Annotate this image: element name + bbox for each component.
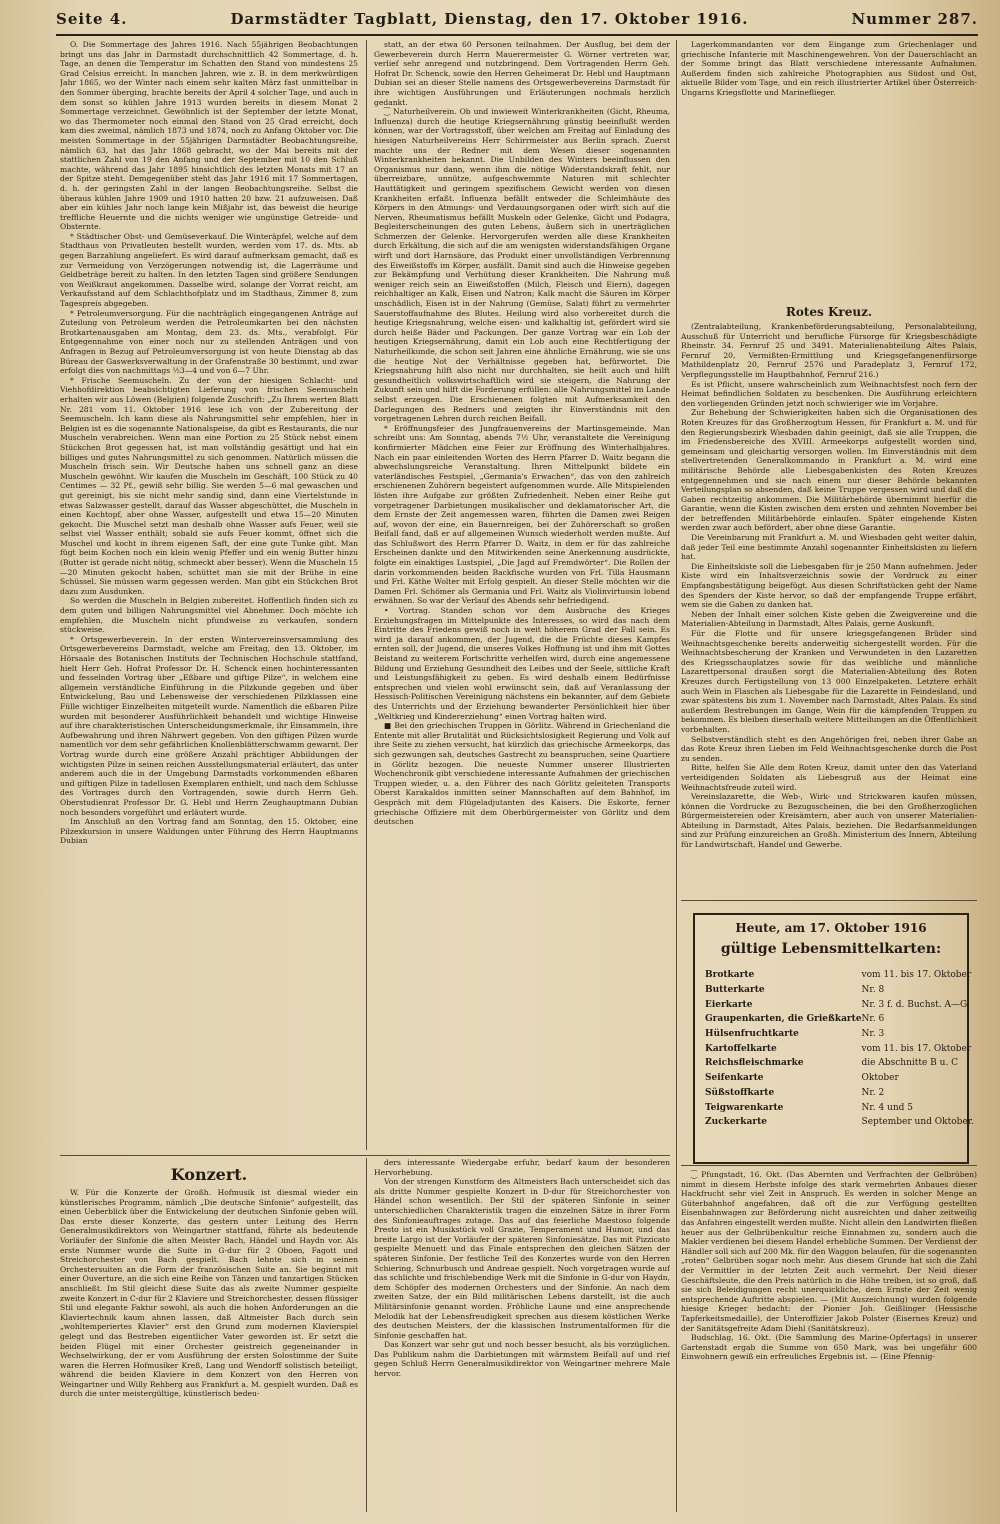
card-validity: Nr. 3 xyxy=(861,1029,885,1040)
regional-news xyxy=(681,1170,977,1513)
table-row xyxy=(705,1100,974,1115)
article-paragraph: W. Für die Konzerte der Großh. Hofmusik ist diesmal wieder ein künstlerisches Programm, nämlich „Die deutsche Sinfonie“ aufgestellt, das einen Ueberblick über die Entwickelung der deutschen Sinfonie geben will. Das erste dieser Konzerte, das gestern unter Leitung des Herrn Generalmusikdirektors von Weingartner stattfand, führte als bedeutende Vorläufer der Sinfonie die alten Meister Bach, Händel und Haydn vor. Als erste Nummer wurde die Suite in G-dur für 2 Oboen, Fagott und Streichorchester von Bach gespielt. Bach lehnte sich in seinen Orchestersuiten an die Form der französischen Suite an. Sie beginnt mit einer Ouverture, an die sich eine Reihe von Tänzen und tanzartigen Stücken anschließt. Im Stil gleicht diese Suite das als zweite Nummer gespielte zweite Konzert in C-dur für 2 Klaviere und Streichorchester, dessen flüssiger Stil und elegante Faktur sowohl, als auch die hohen Anforderungen an die Klaviertechnik kaum ahnen lassen, daß Altmeister Bach durch sein „wohltemperiertes Klavier“ erst den Grund zum modernen Klavierspiel gelegt und das Bestreben eigentlicher Vater geworden ist. Er setzt die beiden Flügel mit einer Orchester geistreich gegeneinander in Wechselwirkung, der er vom Ausführung der ersten Solostimme der Suite waren die Herren Hofmusiker Kreß, Lang und Wendorff solistisch beteiligt, während die beiden Klaviere in dem Konzert von den Herren von Weingartner und Willy Rehberg aus Frankfurt a. M. gespielt wurden. Daß es durch die unter meistergültige, künstlerisch bedeu- xyxy=(60,1188,358,1399)
article-paragraph: Neben der Inhalt einer solchen Kiste geben die Zweigvereine und die Materialien-Abteilung in Darmstadt, Altes Palais, gerne Auskunft. xyxy=(681,609,977,629)
article-paragraph: ⁐ Pfungstadt, 16. Okt. (Das Abernten und Verfrachten der Gelbrüben) nimmt in diesem Herbste infolge des stark vermehrten Anbaues dieser Hackfrucht sehr viel Zeit in Anspruch. Es werden in solcher Menge an Güterbahnhof angefahren, daß oft die zur Verfügung gestellten Eisenbahnwagen zur Beförderung nicht ausreichten und daher zeitweilig das Anfahren eingestellt werden mußte. Nicht allein den Landwirten fließen heuer aus der Gelbrübenkultur reiche Einnahmen zu, sondern auch die Makler verdienen bei diesem Handel erhebliche Summen. Der Verdienst der Händler soll sich auf 200 Mk. für den Waggon belaufen, für die sogenannten „roten“ Gelbrüben sogar noch mehr. Aus diesem Grunde hat sich die Zahl der Vermittler in der letzten Zeit auch vermehrt. Der Neid dieser Geschäftsleute, die den Preis natürlich in die Höhe treiben, ist so groß, daß sie sich Beleidigungen recht unerquickliche, dem Ernste der Zeit wenig entsprechende Auftritte abspielen. — (Mit Auszeichnung) wurden folgende hiesige Krieger bedacht: der Pionier Joh. Geißlinger (Hessische Tapferkeitsmedaille), der Unteroffizier Jakob Polster (Eisernes Kreuz) und der Sanitätsgefreite Adam Diehl (Sanitätskreuz). xyxy=(681,1170,977,1333)
article-paragraph: * Frische Seemuscheln. Zu der von der hiesigen Schlacht- und Viehhofdirektion beabsichtigten Lieferung von frischen Seemuscheln erhalten wir aus Löwen (Belgien) folgende Zuschrift: „Zu Ihrem werten Blatt Nr. 281 vom 11. Oktober 1916 lese ich von der Zubereitung der Seemuscheln. Ich kann diese als Nahrungsmittel sehr empfehlen, hier in Belgien ist es die sogenannte Nationalspeise, da gibt es Restaurants, die nur Muscheln verabreichen. Wenn man eine Portion zu 25 Stück nebst einem Stückchen Brot gegessen hat, ist man vollständig gesättigt und hat ein billiges und gutes Nahrungsmittel zu sich genommen. Natürlich müssen die Muscheln frisch sein. Wir Deutsche haben uns schnell ganz an diese Muscheln gewöhnt. Wir kaufen die Muscheln im Geschäft, 100 Stück zu 40 Centimes — 32 Pf., gewiß sehr billig. Sie werden 5—6 mal gewaschen und gut gereinigt, bis sie nicht mehr sandig sind, dann eine Viertelstunde in etwas Salzwasser gestellt, darauf das Wasser abgeschüttet, die Muscheln in einen Kochtopf, aber ohne Wasser, aufgestellt und etwa 15—20 Minuten gekocht. Die Muschel setzt man deshalb ohne Wasser aufs Feuer, weil sie selbst viel Wasser enthält; sobald sie aufs Feuer kommt, öffnet sich die Muschel und kocht in ihrem eigenen Saft, der eine gute Tunke gibt. Man fügt beim Kochen noch ein klein wenig Pfeffer und ein wenig Butter hinzu (Butter ist gerade nicht nötig, schmeckt aber besser). Wenn die Muscheln 15—20 Minuten gekocht haben, schüttet man sie mit der Brühe in eine Schüssel. Sie müssen warm gegessen werden. Man gibt ein Stückchen Brot dazu zum Ausdunken. xyxy=(60,375,358,596)
article-paragraph: * Eröffnungsfeier des Jungfrauenvereins der Martinsgemeinde. Man schreibt uns: Am Sonntag, abends 7½ Uhr, veranstaltete die Vereinigung konfirmierter Mädchen eine Feier zur Eröffnung des Winterhalbjahres. Nach ein paar einleitenden Worten des Herrn Pfarrer D. Waitz begann die abwechslungsreiche Veranstaltung. Ihren Mittelpunkt bildete ein vaterländisches Festspiel, „Germania's Erwachen“, das von den zahlreich erschienenen Zuhörern begeistert aufgenommen wurde. Alle Mitspielenden lösten ihre Aufgabe zur größten Zufriedenheit. Neben einer Reihe gut vorgetragener Darbietungen musikalischer und deklamatorischer Art, die dem Ernste der Zeit angemessen waren, führten die Damen zwei Reigen auf, wovon der eine, ein Bauernreigen, bei der Zuhörerschaft so großen Beifall fand, daß er auf allgemeinen Wunsch wiederholt werden mußte. Auf das Schlußwort des Herrn Pfarrer D. Waitz, in dem er für das zahlreiche Erscheinen dankte und den Mitwirkenden seine Anerkennung ausdrückte, folgte ein einaktiges Lustspiel, „Die Jagd auf Fremdwörter“. Die Rollen der darin vorkommenden beiden Backfische wurden von Frl. Tilla Hausmann und Frl. Käthe Wolter mit Erfolg gespielt. An dieser Stelle möchten wir die Damen Frl. Schömer als Germania und Frl. Waitz als Violinvirtuosin lobend erwähnen. So war der Verlauf des Abends sehr befriedigend. xyxy=(374,423,670,606)
card-name: Butterkarte xyxy=(705,985,765,996)
table-row xyxy=(705,968,974,983)
article-paragraph: O. Die Sommertage des Jahres 1916. Nach 55jährigen Beobachtungen bringt uns das Jahr in Darmstadt durchschnittlich 42 Sommertage, d. h. Tage, an denen die Temperatur im Schatten den Stand von mindestens 25 Grad Celsius erreicht. In manchen Jahren, wie z. B. in dem merkwürdigen Jahr 1865, wo der Winter nach einem sehr kalten März fast unmittelbar in den Sommer überging, brachte bereits der April 4 solcher Tage, und auch in dem sonst so kühlen Jahre 1913 wurden bereits in diesem Monat 2 Sommertage verzeichnet. Gewöhnlich ist der September der letzte Monat, wo das Thermometer noch einmal den Stand von 25 Grad erreicht, doch kam dies zweimal, nämlich 1873 und 1874, noch zu Anfang Oktober vor. Die meisten Sommertage in der 55jährigen Darmstädter Beobachtungsreihe, nämlich 63, hat das Jahr 1868 gebracht, wo der Mai bereits mit der stattlichen Zahl von 19 den Anfang und der September mit 10 den Schluß machte, während das Jahr 1895 hinsichtlich des letzten Monats mit 17 an der Spitze steht. Demgegenüber steht das Jahr 1916 mit 17 Sommertagen, d. h. der geringsten Zahl in der langen Beobachtungsreihe. Selbst die überaus kühlen Jahre 1909 und 1910 hatten 20 bzw. 21 aufzuweisen. Daß aber ein kühles Jahr noch lange kein Mißjahr ist, das beweist die heurige treffliche Heuernte und die nichts weniger wie ungünstige Getreide- und Obsternte. xyxy=(60,40,358,232)
table-row xyxy=(705,1071,974,1086)
article-paragraph: (Zentralabteilung, Krankenbeförderungsabteilung, Personalabteilung, Ausschuß für Unterricht und berufliche Fürsorge für Kriegsbeschädigte Rheinstr. 34. Fernruf 25 und 3491. Materialienabteilung Altes Palais, Fernruf 20, Vermißten-Ermittlung und Kriegsgefangenenfürsorge Mathildenplatz 20, Fernruf 2576 und Paradeplatz 3, Fernruf 172, Verpflegungsstelle im Hauptbahnhof, Fernruf 216.) xyxy=(681,322,977,379)
card-name: Reichsfleischmarke xyxy=(705,1058,804,1069)
card-name: Brotkarte xyxy=(705,970,755,981)
section-rule xyxy=(681,900,977,901)
card-name: Zuckerkarte xyxy=(705,1117,767,1128)
card-name: Hülsenfruchtkarte xyxy=(705,1029,799,1040)
article-paragraph: Die Vereinbarung mit Frankfurt a. M. und Wiesbaden geht weiter dahin, daß jeder Teil eine bestimmte Anzahl sogenannter Einheitskisten zu liefern hat. xyxy=(681,533,977,562)
card-name: Eierkarte xyxy=(705,999,753,1010)
article-paragraph: Es ist Pflicht, unsere wahrscheinlich zum Weihnachtsfest noch fern der Heimat befindlichen Soldaten zu beschenken. Die Ausführung erleichtern den vorliegenden Gründen jetzt noch schwieriger wie im Vorjahre. xyxy=(681,379,977,408)
rotes-kreuz-heading: Rotes Kreuz. xyxy=(785,305,873,319)
masthead: Darmstädter Tagblatt, Dienstag, den 17. Oktober 1916. xyxy=(230,10,749,28)
article-paragraph: So werden die Muscheln in Belgien zubereitet. Hoffentlich finden sich zu dem guten und billigen Nahrungsmittel viel Abnehmer. Doch möchte ich empfehlen, die Muscheln nicht pfundweise zu verkaufen, sondern stückweise. xyxy=(60,596,358,635)
card-validity: Nr. 6 xyxy=(861,1014,885,1025)
card-name: Kartoffelkarte xyxy=(705,1043,777,1054)
card-validity: Nr. 2 xyxy=(861,1087,885,1098)
section-rule xyxy=(60,1155,670,1156)
article-paragraph: ⁐ Naturheilverein. Ob und inwieweit Winterkrankheiten (Gicht, Rheuma, Influenza) durch die heutige Kriegsernährung günstig beeinflußt werden können, war der Vortragsstoff, über welchen am Freitag auf Einladung des hiesigen Naturheilvereins Herr Schirrmeister aus Berlin sprach. Zuerst machte uns der Redner mit dem Wesen dieser sogenannten Winterkrankheiten bekannt. Die Unbilden des Winters beeinflussen den Organismus nur dann, wenn ihm die nötige Widerstandskraft fehlt, nur überreizbare, unnütze, aufgeschwemmte Naturen mit schlechter Hauttätigkeit und geringem spezifischem Gewicht werden von diesen Krankheiten erfaßt. Influenza befällt entweder die Schleimhäute des Körpers in den Atmungs- und Verdauungsorganen oder wirft sich auf die Nerven, Rheumatismus befällt Muskeln oder Gelenke, Gicht und Podagra, Begleiterscheinungen des guten Lebens, äußern sich in unerträglichen Schmerzen der Gelenke. Hervorgerufen werden alle diese Krankheiten durch Erkältung, die sich auf die am wenigsten widerstandsfähigen Organe wirft und dort Harnsäure, das Produkt einer unvollständigen Verbrennung des Eiweißstoffs im Körper, ausfällt. Damit sind auch die Hinweise gegeben zur Bekämpfung und Verhütung dieser Krankheiten. Die Nahrung muß weniger reich sein an Eiweißstoffen (Milch, Fleisch und Eiern), dagegen reichhaltiger an Kalk, Eisen und Natron; Kalk macht die Säuren im Körper unschädlich, Eisen ist in der Nahrung (Gemüse, Salat) führt zu vermehrter Sauerstoffaufnahme des Blutes. Heilung wird also vorbereitet durch die heutige Kriegsnahrung, welche eisen- und kalkhaltig ist, gefördert wird sie durch heiße Bäder und Packungen. Der ganze Vortrag war ein Lob der heutigen Kriegsernährung, damit ein Lob auch eine Rechtfertigung der Naturheilkunde, die schon seit Jahren eine ähnliche Ernährung, wie sie uns die heutige Not der Verhältnisse gegeben hat, befürwortet. Die Kriegsnahrung hilft also nicht nur durchhalten, sie heilt auch und hilft gesundheitlich volkswirtschaftlich wird sie steigern, die Nahrung der Zukunft sein und hilft die Forderung erfüllen: alle Nahrungsmittel im Lande selbst erzeugen. Die Erschienenen folgten mit Aufmerksamkeit den Darlegungen des Redners und zeigten ihr Einverständnis mit den vorgetragenen Lehren durch reichen Beifall. xyxy=(374,107,670,424)
article-paragraph: * Petroleumversorgung. Für die nachträglich eingegangenen Anträge auf Zuteilung von Petroleum werden die Petroleumkarten bei den nächsten Brotkartenausgaben am Montag, dem 23. ds. Mts., verabfolgt. Für Entgegennahme von einer noch nur zu stellenden Anträgen und von Anfragen in Bezug auf Petroleumversorgung ist von heute Dienstag ab das Büreau der Gaswerksverwaltung in der Grafenstraße 30 bestimmt, und zwar erfolgt dies von nachmittags ½3—4 und von 6—7 Uhr. xyxy=(60,308,358,376)
table-row xyxy=(705,1086,974,1101)
column-1 xyxy=(60,40,358,1152)
card-name: Graupenkarten, die Grießkarte xyxy=(705,1014,862,1025)
article-paragraph: Für die Flotte und für unsere kriegsgefangenen Brüder sind Weihnachtsgeschenke bereits anderweitig sichergestellt worden. Für die Weihnachtsbescherung der Kranken und Verwundeten in den Lazaretten des Kriegsschauplatzes sowie für das weibliche und männliche Lazarettpersonal draußen sorgt die Materialien-Abteilung des Roten Kreuzes durch Fertigstellung von 13 000 Einzelpaketen. Letztere erhält auch Wein in Flaschen als Liebesgabe für die Lazarette in Feindesland, und zwar spätestens bis zum 1. November nach Darmstadt, Altes Palais. Es sind außerdem Bestrebungen im Gange, Wein für die kämpfenden Truppen zu bekommen. Es bleiben dieserhalb weitere Mitteilungen an die Öffentlichkeit vorbehalten. xyxy=(681,629,977,734)
article-paragraph: * Ortsgewerbeverein. In der ersten Wintervereinsversammlung des Ortsgewerbevereins Darmstadt, welche am Freitag, den 13. Oktober, im Hörsaale des Botanischen Instituts der Technischen Hochschule stattfand, hielt Herr Geh. Hofrat Professor Dr. H. Schenck einen hochinteressanten und fesselnden Vortrag über „Eßbare und giftige Pilze“, in welchem eine allgemein verständliche Einführung in die Pilzkunde gegeben und über Entwickelung, Bau und Lebensweise der verschiedenen Pilzklassen eine Fülle wichtiger Einzelheiten mitgeteilt wurde. Namentlich die eßbaren Pilze wurden mit besonderer Ausführlichkeit behandelt und wichtige Hinweise auf ihre charakteristischen Unterscheidungsmerkmale, ihr Einsammeln, ihre Aufbewahrung und ihren Nährwert gegeben. Von den giftigen Pilzen wurde namentlich vor dem sehr gefährlichen Knollenblätterschwamm gewarnt. Der Vortrag wurde durch eine größere Anzahl prächtiger Abbildungen der wichtigsten Pilze in seinen reichen Ausstellungsmaterial erläutert, das unter anderem auch die in der Umgebung Darmstadts vorkommenden eßbaren und giftigen Pilze in tadellosen Exemplaren enthielt, und nach dem Schlusse des Vortrages durch den Vortragenden, sowie durch Herrn Geh. Oberstudienrat Professor Dr. G. Hebl und Herrn Zeughauptmann Dubian noch besonders vorgeführt und erläutert wurde. xyxy=(60,634,358,817)
card-name: Teigwarenkarte xyxy=(705,1102,784,1113)
article-paragraph: Das Konzert war sehr gut und noch besser besucht, als bis vorzüglichen. Das Publikum nahm die Darbietungen mit wärmstem Beifall auf und rief gegen Schluß Herrn Generalmusikdirektor von Weingartner mehrere Male hervor. xyxy=(374,1340,670,1379)
konzert-article xyxy=(60,1188,358,1513)
column-3-top xyxy=(681,40,977,302)
ration-card-table xyxy=(705,968,974,1130)
article-paragraph: Die Einheitskiste soll die Liebesgaben für je 250 Mann aufnehmen. Jeder Kiste wird ein Inhaltsverzeichnis sowie der Vordruck zu einer Empfangsbestätigung beigefügt. Aus diesen Schriftstücken geht der Name des Spenders der Kiste hervor, so daß der empfangende Truppe erfährt, wem sie die Gaben zu danken hat. xyxy=(681,561,977,610)
card-name: Süßstoffkarte xyxy=(705,1087,775,1098)
article-paragraph: Selbstverständlich steht es den Angehörigen frei, neben ihrer Gabe an das Rote Kreuz ihren Lieben im Feld Weihnachtsgeschenke durch die Post zu senden. xyxy=(681,734,977,763)
article-paragraph: Zur Behebung der Schwierigkeiten haben sich die Organisationen des Roten Kreuzes für das Großherzogtum Hessen, für Frankfurt a. M. und für den Regierungsbezirk Wiesbaden dahin geeinigt, daß sie alle Truppen, die im Friedensbereiche des XVIII. Armeekorps aufgestellt worden sind, gemeinsam und gleichartig versorgen wollen. Im Einverständnis mit dem stellvertretenden Generalkommando in Frankfurt a. M. wird eine militärische Behörde alle Liebesgabenkisten des Roten Kreuzes entgegennehmen und sie nach einem nur dieser Behörde bekannten Verteilungsplan so absenden, daß keine Truppe vergessen wird und daß die Gaben rechtzeitig ankommen. Die Militärbehörde übernimmt hierfür die Garantie, wenn die Kisten zwischen dem ersten und zehnten November bei der betreffenden Militärbehörde einlaufen. Später eingehende Kisten werden zwar auch befördert, aber ohne diese Garantie. xyxy=(681,408,977,533)
article-paragraph: • Vortrag. Standen schon vor dem Ausbruche des Krieges Erziehungsfragen im Mittelpunkte des Interesses, so wird das nach dem Eintritte des Friedens gewiß noch in weit höherem Grad der Fall sein. Es wird ja darauf ankommen, der Jugend, die die Früchte dieses Kampfes ernten soll, der Jugend, die unseres Volkes Hoffnung ist und ihm mit Gottes Beistand zu weiterem Fortschritte verhelfen wird, durch eine angemessene Bildung und Erziehung Gesundheit des Leibes und der Seele, sittliche Kraft und Leistungsfähigkeit zu geben. Es wird deshalb einem Bedürfnisse entsprechen und vielen wohl erwünscht sein, daß auf Veranlassung der Hessisch-Politischen Vereinigung nächstens ein bekannter, auf dem Gebiete des Unterrichts und der Erziehung bewanderter Persönlichkeit hier über „Weltkrieg und Kindererziehung“ einen Vortrag halten wird. xyxy=(374,606,670,721)
article-paragraph: Bitte, helfen Sie Alle dem Roten Kreuz, damit unter den das Vaterland verteidigenden Soldaten als Liebesgruß aus der Heimat eine Weihnachtsfreude zuteil wird. xyxy=(681,763,977,792)
card-name: Seifenkarte xyxy=(705,1073,764,1084)
table-row xyxy=(705,997,974,1012)
column-divider xyxy=(676,40,677,1512)
card-validity: Oktober xyxy=(861,1073,899,1084)
card-validity: Nr. 4 und 5 xyxy=(861,1102,913,1113)
table-row xyxy=(705,1041,974,1056)
table-row xyxy=(705,1056,974,1071)
card-validity: vom 11. bis 17. Oktober xyxy=(861,970,972,981)
article-paragraph: Im Anschluß an den Vortrag fand am Sonntag, den 15. Oktober, eine Pilzexkursion in unsere Waldungen unter Führung des Herrn Hauptmanns Dubian xyxy=(60,817,358,846)
article-paragraph: Lagerkommandanten vor dem Eingange zum Griechenlager und griechische Infanterie mit Maschinengewehren. Von der Dauerschlacht an der Somme bringt das Blatt verschiedene interessante Aufnahmen. Außerdem finden sich zahlreiche Photographien aus Südost und Ost, aktuelle Bilder vom Tage, und ein reich illustrierter Artikel über Österreich-Ungarns Kriegsflotte und Marineflieger. xyxy=(681,40,977,97)
article-paragraph: Budschlag, 16. Okt. (Die Sammlung des Marine-Opfertags) in unserer Gartenstadt ergab die Summe von 650 Mark, was bei ungefähr 600 Einwohnern gewiß ein erfreuliches Ergebnis ist. — (Eine Pfennig- xyxy=(681,1333,977,1362)
column-divider xyxy=(366,40,367,1150)
article-paragraph: ■ Bei den griechischen Truppen in Görlitz. Während in Griechenland die Entente mit aller Brutalität und Rücksichtslosigkeit Regierung und Volk auf ihre Seite zu ziehen versucht, hat kürzlich das griechische Armeekorps, das sich gezwungen sah, deutsches Gastrecht zu beanspruchen, seine Quartiere in Görlitz bezogen. Die neueste Nummer unserer Illustrierten Wochenchronik gibt verschiedene interessante Aufnahmen der griechischen Truppen wieder, u. a. den Führer des nach Görlitz geleiteten Transports Oberst Karakaldos inmitten seiner Mannschaften auf dem Bahnhof, im Gespräch mit dem Flügeladjutanten des Kaisers. Die Eskorte, ferner griechische Offiziere mit dem Oberbürgermeister von Görlitz und dem deutschen xyxy=(374,721,670,827)
card-validity: September und Oktober. xyxy=(861,1117,974,1128)
issue-number: Nummer 287. xyxy=(851,10,978,28)
table-row xyxy=(705,1115,974,1130)
article-paragraph: Vereinslazarette, die Web-, Wirk- und Strickwaren kaufen müssen, können die Vordrucke zu Bezugsscheinen, die bei den Großherzoglichen Bürgermeistereien oder Kreisämtern, aber auch von unserer Materialien-Abteilung in Darmstadt, Altes Palais, beziehen. Die Bedarfsanmeldungen sind zur Prüfung einzureichen an Großh. Ministerium des Innern, Abteilung für Landwirtschaft, Handel und Gewerbe. xyxy=(681,792,977,850)
table-row xyxy=(705,1027,974,1042)
konzert-continuation xyxy=(374,1158,670,1513)
section-rule xyxy=(681,1165,977,1166)
card-validity: Nr. 3 f. d. Buchst. A—G xyxy=(861,999,968,1010)
card-validity: vom 11. bis 17. Oktober xyxy=(861,1043,972,1054)
column-2 xyxy=(374,40,670,1152)
table-row xyxy=(705,1012,974,1027)
lebensmittelkarten-box xyxy=(693,913,974,1164)
article-paragraph: ders interessante Wiedergabe erfuhr, bedarf kaum der besonderen Hervorhebung. xyxy=(374,1158,670,1177)
column-divider xyxy=(366,1158,367,1512)
konzert-heading: Konzert. xyxy=(170,1165,248,1184)
page-number: Seite 4. xyxy=(56,10,128,28)
article-paragraph: Von der strengen Kunstform des Altmeisters Bach unterscheidet sich das als dritte Nummer gespielte Konzert in D-dur für Streichorchester von Händel schon wesentlich. Der Stil der späteren Sinfonie in seiner unterschiedlichen Charakteristik tragen die einzelnen Sätze in ihrer Form des Sinfonieauftrages zutage. Das auf das feierliche Maestoso folgende Presto ist ein Musikstück voll Grazie, Temperament und Humor, und das breite Largo ist der Vorläufer der späteren Sinfoniesätze. Das mit Pizzicato gespielte Menuett und das Finale entsprechen den gleichen Sätzen der späteren Sinfonie. Der festliche Teil des Konzertes wurde von den Herren Schiering, Schnurbusch und Andreae gespielt. Noch vorgetragen wurde auf das schlichte und frischlebendige Werk mit die Sinfonie in G-dur von Haydn, dem Schöpfer des modernen Orchesters und der Sinfonie. An nach dem zweiten Satze, der ein Bild militärischen Lebens darstellt, ist die auch Militärsinfonie genannt worden. Fröhliche Laune und eine ansprechende Melodik hat der Lebensfreudigkeit sprechen aus diesem köstlichen Werke des deutschen Meisters, der die klassischen Instrumentalformen für die Sinfonie geschaffen hat. xyxy=(374,1177,670,1340)
article-paragraph: * Städtischer Obst- und Gemüseverkauf. Die Winteräpfel, welche auf dem Stadthaus von Privatleuten bestellt wurden, werden vom 17. ds. Mts. ab gegen Barzahlung angeliefert. Es wird darauf aufmerksam gemacht, daß es zur Vermeidung von Verzögerungen notwendig ist, die Lagerräume und Geldbeträge bereit zu halten. In den letzten Tagen sind größere Sendungen von Weißkraut angekommen. Dasselbe wird, solange der Vorrat reicht, am Verkaufsstand auf dem Schlachthofplatz und im Stadthaus, Zimmer 8, zum Tagespreis abgegeben. xyxy=(60,231,358,309)
box-title-date: Heute, am 17. Oktober 1916 xyxy=(735,921,927,935)
page-header xyxy=(56,4,978,34)
box-title: gültige Lebensmittelkarten: xyxy=(720,941,942,957)
table-row xyxy=(705,983,974,998)
card-validity: Nr. 8 xyxy=(861,985,885,996)
header-rule xyxy=(56,34,978,36)
card-validity: die Abschnitte B u. C xyxy=(861,1058,959,1069)
rotes-kreuz-article xyxy=(681,322,977,896)
article-paragraph: statt, an der etwa 60 Personen teilnahmen. Der Ausflug, bei dem der Gewerbeverein durch Herrn Mauerermeister G. Wörner vertreten war, verlief sehr anregend und nutzbringend. Dem Vortragenden Herrn Geh. Hofrat Dr. Schenck, sowie den Herren Geheimerat Dr. Hebl und Hauptmann Dubian sei an dieser Stelle namens des Ortsgewerbevereins Darmstadt für ihre wichtigen Ausführungen und Erläuterungen nochmals herzlich gedankt. xyxy=(374,40,670,107)
